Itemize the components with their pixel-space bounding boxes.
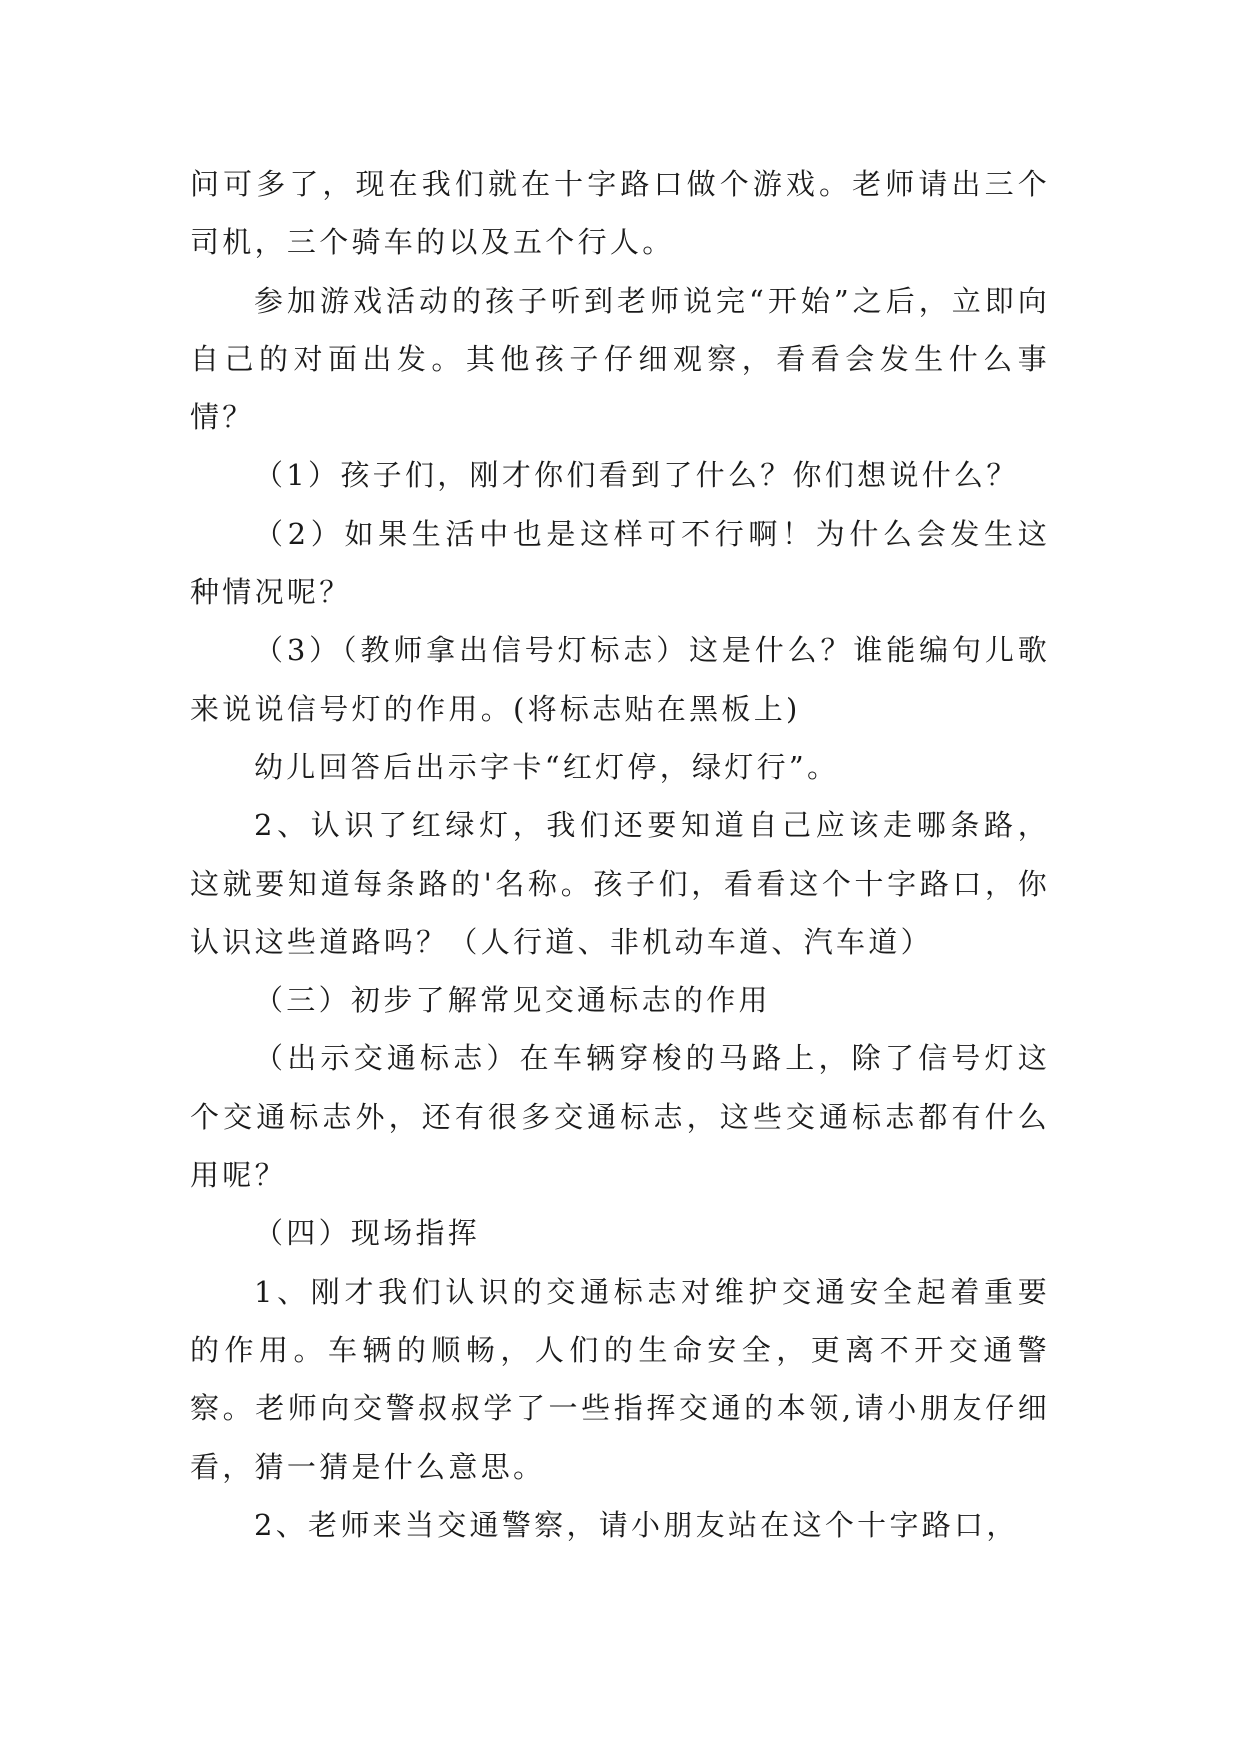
paragraph-word-card: 幼儿回答后出示字卡“红灯停，绿灯行”。 [254, 749, 840, 784]
paragraph-question-1: （1）孩子们，刚才你们看到了什么？你们想说什么？ [254, 458, 1019, 493]
paragraph-police-gestures: 1、刚才我们认识的交通标志对维护交通安全起着重要的作用。车辆的顺畅，人们的生命安全，更离不开交通警察。老师向交警叔叔学了一些指挥交通的本领,请小朋友仔细看，猜一猜是什么意思。 [190, 1274, 1050, 1484]
paragraph-game-intro: 问可多了，现在我们就在十字路口做个游戏。老师请出三个司机，三个骑车的以及五个行人。 [190, 167, 1050, 260]
paragraph-question-2: （2）如果生活中也是这样可不行啊！为什么会发生这种情况呢？ [190, 516, 1050, 610]
paragraph-question-3: （3）（教师拿出信号灯标志）这是什么？谁能编句儿歌来说说信号灯的作用。(将标志贴在黑板上) [190, 633, 1050, 726]
paragraph-teacher-police: 2、老师来当交通警察，请小朋友站在这个十字路口， [254, 1507, 1019, 1542]
section-heading-traffic-signs: （三）初步了解常见交通标志的作用 [254, 983, 771, 1018]
section-heading-on-site-command: （四）现场指挥 [254, 1216, 481, 1251]
document-body [190, 155, 1050, 1554]
paragraph-traffic-signs: （出示交通标志）在车辆穿梭的马路上，除了信号灯这个交通标志外，还有很多交通标志，这些交通标志都有什么用呢？ [190, 1041, 1050, 1193]
paragraph-road-names: 2、认识了红绿灯，我们还要知道自己应该走哪条路，这就要知道每条路的'名称。孩子们，看看这个十字路口，你认识这些道路吗？（人行道、非机动车道、汽车道） [190, 808, 1050, 959]
paragraph-game-start: 参加游戏活动的孩子听到老师说完“开始”之后，立即向自己的对面出发。其他孩子仔细观察，看看会发生什么事情？ [190, 283, 1050, 435]
